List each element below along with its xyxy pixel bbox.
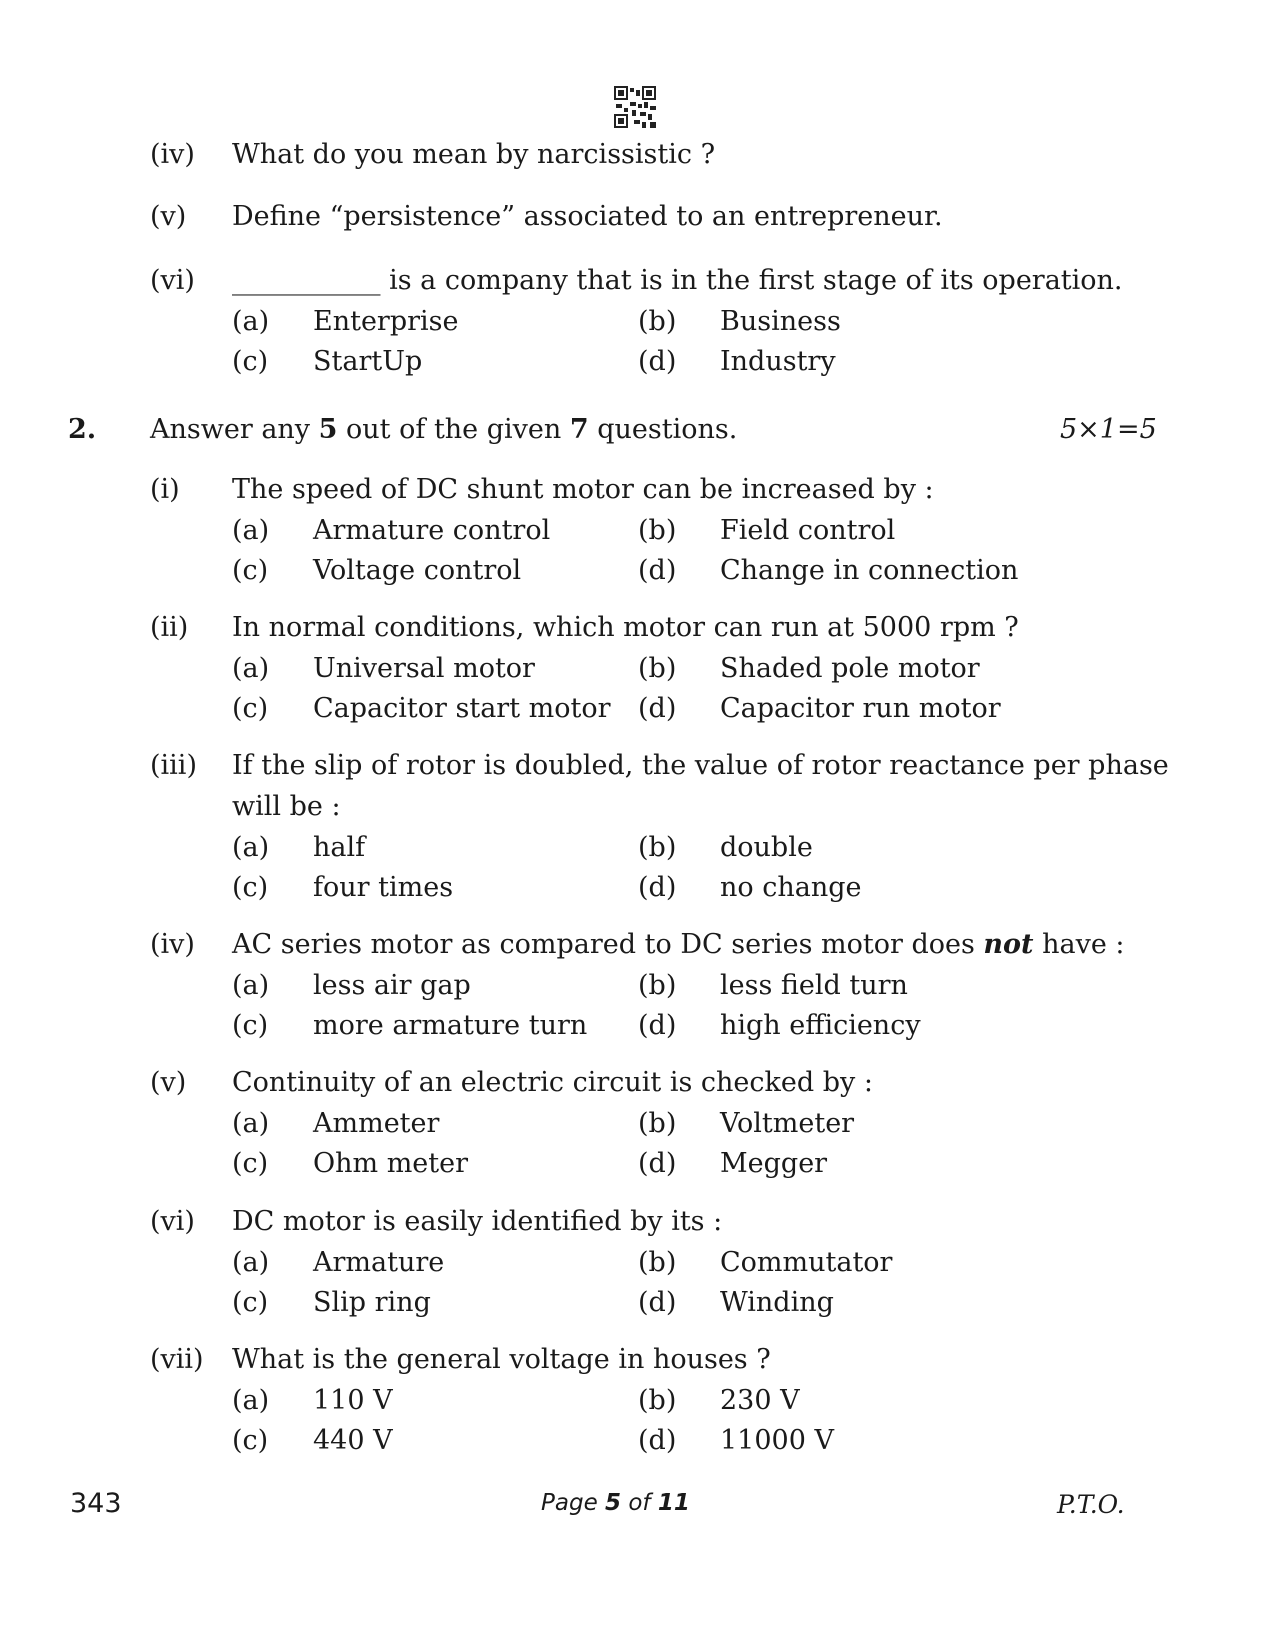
option-letter: (d) [638,1287,677,1318]
option-text: Slip ring [313,1287,431,1318]
option-letter: (c) [232,1010,269,1041]
option-text: more armature turn [313,1010,588,1041]
option-text: Ohm meter [313,1148,469,1179]
q2-item-number: (iv) [150,929,195,960]
option-text: 110 V [313,1385,393,1416]
option-letter: (d) [638,1010,677,1041]
option-letter: (b) [638,1385,677,1416]
option-letter: (c) [232,1287,269,1318]
qr-code-icon [614,86,656,128]
option-text: Ammeter [313,1108,440,1139]
option-letter: (c) [232,693,269,724]
option-letter: (a) [232,515,270,546]
q2-item-text-continued: will be : [232,791,341,822]
option-letter: (a) [232,653,270,684]
q2-item-number: (i) [150,474,180,505]
option-text: 440 V [313,1425,393,1456]
option-text: Industry [720,346,836,377]
option-letter: (c) [232,1425,269,1456]
q1-item-vi-number: (vi) [150,265,195,296]
q1-item-iv-number: (iv) [150,139,195,170]
option-letter: (d) [638,555,677,586]
option-text: Universal motor [313,653,535,684]
q1-item-vi-text [232,265,1123,297]
option-text: StartUp [313,346,423,377]
option-letter: (b) [638,515,677,546]
option-letter: (d) [638,346,677,377]
option-text: half [313,832,366,863]
page-indicator: Page 5 of 11 [541,1490,690,1516]
option-letter: (a) [232,1247,270,1278]
q2-item-text: The speed of DC shunt motor can be increased by : [232,474,934,505]
q2-item-text: What is the general voltage in houses ? [232,1344,771,1375]
option-text: Business [720,306,841,337]
option-text: Winding [720,1287,834,1318]
option-letter: (d) [638,872,677,903]
q2-item-number: (ii) [150,612,189,643]
option-letter: (b) [638,1108,677,1139]
option-text: less air gap [313,970,471,1001]
option-text: no change [720,872,862,903]
option-text: Megger [720,1148,828,1179]
option-text: Capacitor run motor [720,693,1001,724]
option-text: Shaded pole motor [720,653,980,684]
option-text: Change in connection [720,555,1019,586]
q2-item-text: If the slip of rotor is doubled, the value of rotor reactance per phase [232,750,1169,781]
marks-allocation: 5×1=5 [1060,414,1157,445]
option-letter: (a) [232,306,270,337]
option-letter: (a) [232,970,270,1001]
option-letter: (b) [638,1247,677,1278]
option-text: Field control [720,515,896,546]
option-letter: (b) [638,306,677,337]
option-text: Capacitor start motor [313,693,611,724]
option-letter: (c) [232,1148,269,1179]
option-text: Enterprise [313,306,459,337]
option-letter: (d) [638,693,677,724]
option-letter: (c) [232,872,269,903]
question-number: 2. [68,414,97,445]
pto-label: P.T.O. [1057,1490,1125,1519]
q2-item-number: (vi) [150,1206,195,1237]
q1-item-iv-text: What do you mean by narcissistic ? [232,139,716,170]
q2-item-text: In normal conditions, which motor can run at 5000 rpm ? [232,612,1019,643]
paper-code: 343 [70,1488,122,1519]
q2-item-text: DC motor is easily identified by its : [232,1206,723,1237]
option-text: 230 V [720,1385,800,1416]
option-text: Armature [313,1247,445,1278]
option-letter: (b) [638,653,677,684]
option-text: Armature control [313,515,551,546]
q1-item-v-number: (v) [150,201,187,232]
option-text: Voltmeter [720,1108,855,1139]
q2-item-text: AC series motor as compared to DC series motor does not have : [232,929,1125,960]
option-text: four times [313,872,454,903]
option-letter: (c) [232,555,269,586]
option-text: double [720,832,813,863]
q2-item-number: (vii) [150,1344,204,1375]
option-text: 11000 V [720,1425,834,1456]
option-letter: (b) [638,832,677,863]
option-text: Commutator [720,1247,893,1278]
option-text: high efficiency [720,1010,921,1041]
q2-item-number: (iii) [150,750,197,781]
q2-item-number: (v) [150,1067,187,1098]
option-text: less field turn [720,970,908,1001]
emphasis-not: not [983,929,1034,960]
q2-item-text: Continuity of an electric circuit is checked by : [232,1067,873,1098]
question-instruction: Answer any 5 out of the given 7 questions. [150,414,738,445]
fill-in-blank: ___________ [232,265,381,296]
option-letter: (a) [232,832,270,863]
question-text: is a company that is in the first stage of its operation. [380,265,1123,296]
option-letter: (a) [232,1108,270,1139]
q1-item-v-text: Define “persistence” associated to an entrepreneur. [232,201,943,232]
option-text: Voltage control [313,555,522,586]
option-letter: (d) [638,1425,677,1456]
option-letter: (b) [638,970,677,1001]
option-letter: (c) [232,346,269,377]
option-letter: (a) [232,1385,270,1416]
option-letter: (d) [638,1148,677,1179]
